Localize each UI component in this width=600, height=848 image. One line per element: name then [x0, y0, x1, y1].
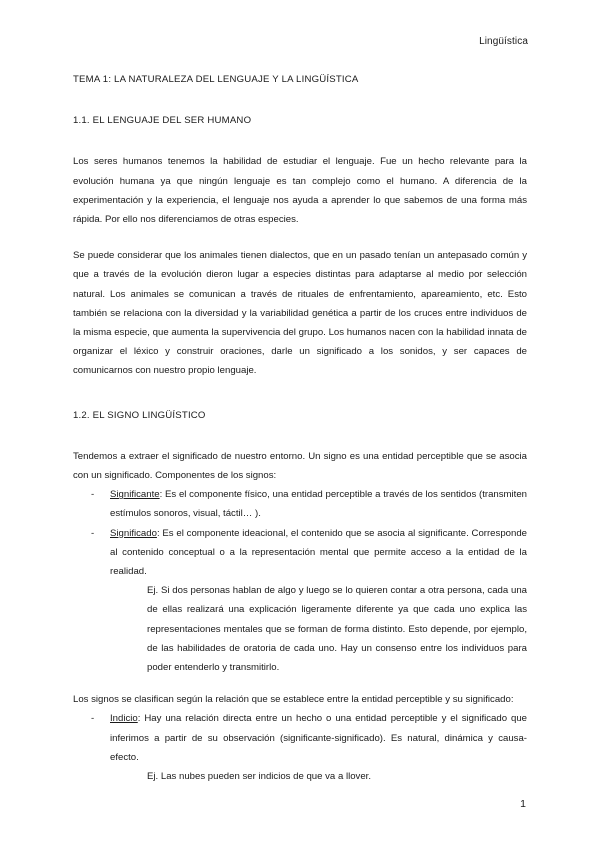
list-item	[73, 709, 527, 767]
sign-types-list	[73, 709, 527, 767]
term-definition: : Hay una relación directa entre un hecho o una entidad perceptible y el significado que inferimos a partir de su observación (significante-significado). Es natural, dinámica y causa-efecto.	[110, 713, 527, 763]
term-significado: Significado	[110, 527, 157, 539]
page-header: Lingüística	[479, 36, 528, 47]
paragraph: Los signos se clasifican según la relación que se establece entre la entidad perceptible y su significado:	[73, 694, 514, 706]
page-content	[73, 70, 527, 786]
term-significante: Significante	[110, 489, 160, 501]
list-bullet: -	[91, 489, 95, 501]
chapter-title: TEMA 1: LA NATURALEZA DEL LENGUAJE Y LA LINGÜÍSTICA	[73, 74, 359, 85]
sign-components-list	[73, 485, 527, 581]
list-bullet: -	[91, 527, 95, 539]
list-item	[73, 485, 527, 523]
term-indicio: Indicio	[110, 713, 138, 725]
list-item	[73, 524, 527, 582]
list-bullet: -	[91, 713, 95, 725]
term-definition: : Es el componente ideacional, el contenido que se asocia al significante. Corresponde al contenido conceptual o a la representación mental que permite acceso a la entidad de la realidad.	[110, 527, 527, 578]
example-text: Ej. Las nubes pueden ser indicios de que va a llover.	[147, 771, 372, 783]
term-definition: : Es el componente físico, una entidad perceptible a través de los sentidos (transmiten estímulos sonoros, visual, táctil… ).	[110, 489, 527, 520]
paragraph: Tendemos a extraer el significado de nuestro entorno. Un signo es una entidad perceptible que se asocia con un significado. Componentes de los signos:	[73, 450, 527, 482]
example-text: Ej. Si dos personas hablan de algo y luego se lo quieren contar a otra persona, cada una de ellas realizará una explicación ligeramente diferente ya que cada uno explica las representaciones mentales que se forman de forma distinto. Esto depende, por ejemplo, de las habilidades de oratoria de cada uno. Hay un consenso entre los individuos para poder entenderlo y transmitirlo.	[147, 585, 527, 674]
section-title-1-2: 1.2. EL SIGNO LINGÜÍSTICO	[73, 409, 206, 421]
section-title-1-1: 1.1. EL LENGUAJE DEL SER HUMANO	[73, 115, 252, 127]
paragraph: Se puede considerar que los animales tienen dialectos, que en un pasado tenían un antepasado común y que a través de la evolución dieron lugar a especies distintas para adaptarse al medio por selección natural. Los animales se comunican a través de rituales de enfrentamiento, apareamiento, etc. Esto también se relaciona con la diversidad y la variabilidad genética a partir de los cruces entre individuos de la misma especie, que aumenta la supervivencia del grupo. Los humanos nacen con la habilidad innata de organizar el léxico y construir oraciones, darle un significado a los sonidos, y ser capaces de comunicarnos con nuestro propio lenguaje.	[73, 250, 527, 377]
paragraph: Los seres humanos tenemos la habilidad de estudiar el lenguaje. Fue un hecho relevante para la evolución humana ya que ningún lenguaje es tan complejo como el humano. A diferencia de la experimentación y la experiencia, el lenguaje nos ayuda a aprender lo que sabemos de una forma más rápida. Por ello nos diferenciamos de otras especies.	[73, 156, 527, 226]
page-number: 1	[520, 798, 526, 810]
